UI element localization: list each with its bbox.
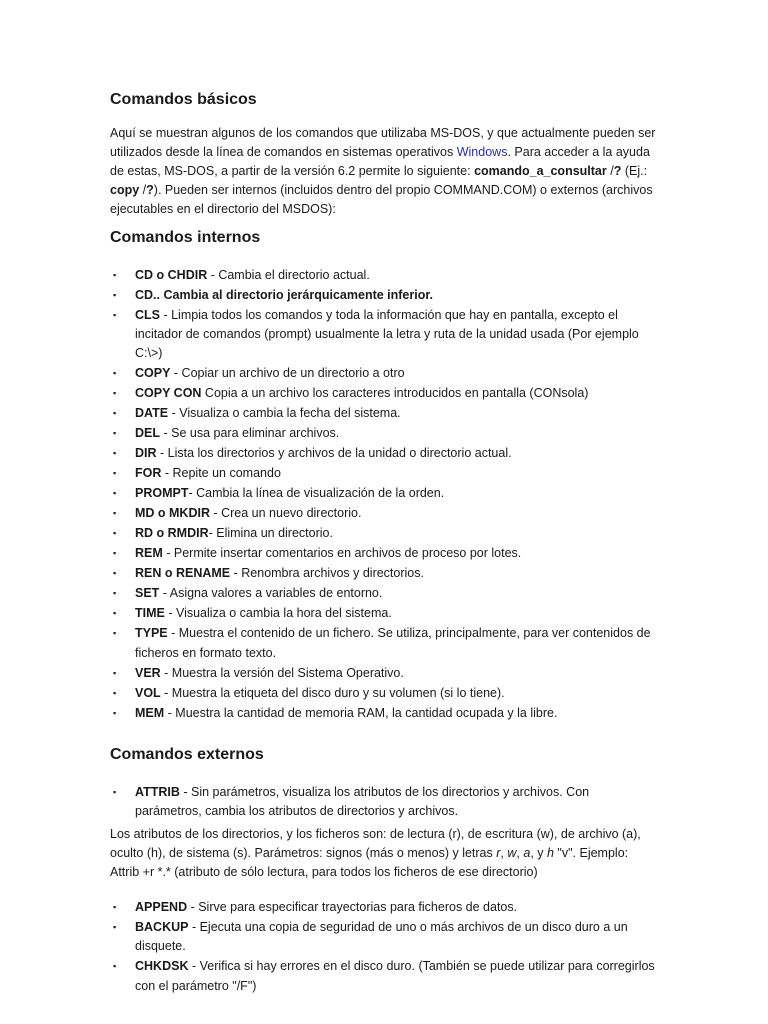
list-item (110, 404, 658, 423)
bullet-icon: ▪ (113, 468, 117, 479)
document-body (110, 90, 658, 997)
command-name: CHKDSK (135, 959, 189, 974)
list-item (110, 564, 658, 583)
command-description: - Cambia el directorio actual. (207, 268, 370, 282)
list-item (110, 384, 658, 403)
bullet-icon: ▪ (113, 608, 117, 619)
intro-bold-copy: copy (110, 183, 140, 197)
bullet-icon: ▪ (113, 568, 117, 579)
command-name: REN o RENAME (135, 566, 231, 581)
intro-text-3: / (606, 164, 614, 178)
command-description: - Lista los directorios y archivos de la unidad o directorio actual. (156, 446, 512, 461)
list-item (110, 604, 658, 623)
command-name: APPEND (135, 900, 188, 915)
command-name: VOL (135, 685, 161, 700)
list-item (110, 704, 658, 723)
bullet-icon: ▪ (113, 388, 117, 399)
bullet-icon: ▪ (113, 488, 117, 499)
command-name: ATTRIB (135, 784, 180, 799)
atributos-text-2: , (500, 846, 508, 861)
list-item (110, 957, 658, 995)
attrib-list (110, 783, 658, 821)
bullet-icon: ▪ (113, 508, 117, 519)
atributos-a: a (523, 846, 531, 861)
command-name: CD o CHDIR (135, 268, 208, 282)
bullet-icon: ▪ (113, 707, 117, 718)
bullet-icon: ▪ (113, 902, 117, 913)
bullet-icon: ▪ (113, 687, 117, 698)
intro-text-6: ). Pueden ser internos (incluidos dentro del propio COMMAND.COM) o externos (archivos ejecutables en el directorio del MSDOS): (110, 183, 653, 216)
bullet-icon: ▪ (113, 448, 117, 459)
command-name: DIR (135, 446, 157, 461)
command-name: CD.. Cambia al directorio jerárquicamente inferior. (135, 288, 434, 302)
list-item (110, 544, 658, 563)
atributos-text-1: Los atributos de los directorios, y los ficheros son: de lectura (r), de escritura (w), de archivo (a), oculto (h), de sistema (s). Parámetros: signos (más o menos) y letras (110, 827, 641, 861)
heading-comandos-externos: Comandos externos (110, 745, 264, 763)
heading-comandos-internos: Comandos internos (110, 229, 261, 246)
intro-paragraph (110, 124, 658, 219)
atributos-paragraph (110, 825, 658, 882)
bullet-icon: ▪ (113, 588, 117, 599)
bullet-icon: ▪ (113, 368, 117, 379)
command-name: TYPE (135, 626, 168, 641)
command-description: Copia a un archivo los caracteres introducidos en pantalla (CONsola) (201, 386, 589, 401)
external-commands-list (110, 898, 658, 996)
command-description: - Asigna valores a variables de entorno. (159, 586, 383, 601)
command-description: - Ejecuta una copia de seguridad de uno o más archivos de un disco duro a un disquete. (135, 920, 628, 954)
command-description: - Muestra el contenido de un fichero. Se utiliza, principalmente, para ver contenidos de ficheros en formato texto. (135, 626, 651, 660)
intro-text-1: Aquí se muestran algunos de los comandos que utilizaba MS-DOS, y que actualmente pueden ser utilizados desde la línea de comandos en sistemas operativos (110, 126, 656, 159)
atributos-h: h (546, 846, 554, 861)
command-name: REM (135, 546, 163, 561)
list-item (110, 424, 658, 443)
command-name: MEM (135, 705, 165, 720)
bullet-icon: ▪ (113, 310, 117, 320)
command-name: SET (135, 586, 160, 601)
command-name: VER (135, 665, 161, 680)
atributos-w: w (507, 846, 517, 861)
intro-text-4: (Ej.: (621, 164, 648, 178)
bullet-icon: ▪ (113, 408, 117, 419)
command-description: - Muestra la cantidad de memoria RAM, la cantidad ocupada y la libre. (164, 705, 558, 720)
internal-commands-list (110, 266, 658, 723)
command-description: - Elimina un directorio. (208, 526, 333, 541)
command-name: PROMPT (135, 486, 189, 501)
command-description: - Muestra la etiqueta del disco duro y su volumen (si lo tiene). (160, 685, 505, 700)
list-item (110, 266, 658, 285)
bullet-icon: ▪ (113, 548, 117, 559)
bullet-icon: ▪ (113, 667, 117, 678)
command-description: - Cambia la línea de visualización de la orden. (188, 486, 445, 501)
command-description: - Permite insertar comentarios en archivos de proceso por lotes. (162, 546, 522, 561)
bullet-icon: ▪ (113, 786, 117, 797)
intro-bold-command: comando_a_consultar (474, 164, 607, 178)
list-item-attrib (110, 783, 658, 821)
list-item (110, 584, 658, 603)
command-description: - Visualiza o cambia la hora del sistema. (164, 606, 392, 621)
intro-bold-q1: ? (613, 164, 622, 178)
list-item (110, 484, 658, 503)
command-name: DATE (135, 406, 169, 421)
command-name: COPY CON (135, 386, 202, 401)
bullet-icon: ▪ (113, 528, 117, 539)
command-name: MD o MKDIR (135, 506, 210, 521)
command-description: - Verifica si hay errores en el disco duro. (También se puede utilizar para corregirlos con el parámetro "/F") (135, 959, 655, 993)
list-item (110, 286, 658, 305)
command-description: - Copiar un archivo de un directorio a otro (170, 366, 405, 381)
list-item (110, 504, 658, 523)
command-name: FOR (135, 466, 162, 481)
heading-comandos-basicos: Comandos básicos (110, 91, 257, 108)
atributos-text-4: , y (530, 846, 547, 861)
command-description: - Repite un comando (161, 466, 281, 481)
command-name: DEL (135, 426, 160, 441)
bullet-icon: ▪ (113, 922, 117, 933)
atributos-r: r (496, 846, 501, 861)
list-item (110, 664, 658, 683)
list-item (110, 444, 658, 463)
command-name: BACKUP (135, 920, 189, 935)
command-description: - Muestra la versión del Sistema Operativo. (160, 665, 404, 680)
intro-bold-q2: ? (146, 183, 154, 197)
command-description: - Sin parámetros, visualiza los atributos de los directorios y archivos. Con parámetros, cambia los atributos de directorios y archivos. (135, 784, 590, 819)
bullet-icon: ▪ (113, 428, 117, 439)
command-description: - Visualiza o cambia la fecha del sistema. (168, 406, 401, 421)
command-description: - Renombra archivos y directorios. (230, 566, 424, 581)
command-name: RD o RMDIR (135, 526, 209, 541)
list-item (110, 464, 658, 483)
windows-link[interactable]: Windows (456, 145, 508, 159)
bullet-icon: ▪ (113, 628, 117, 639)
list-item (110, 898, 658, 917)
list-item (110, 918, 658, 956)
list-item (110, 364, 658, 383)
list-item (110, 524, 658, 543)
bullet-icon: ▪ (113, 290, 117, 300)
command-description: - Limpia todos los comandos y toda la información que hay en pantalla, excepto el incitador de comandos (prompt) usualmente la letra y ruta de la unidad usada (Por ejemplo C:\>) (135, 308, 639, 361)
atributos-text-5: "v". Ejemplo: Attrib +r *.* (atributo de sólo lectura, para todos los ficheros de ese directorio) (110, 846, 629, 880)
list-item (110, 306, 658, 364)
atributos-text-3: , (516, 846, 524, 861)
list-item (110, 684, 658, 703)
intro-text-5: / (139, 183, 147, 197)
intro-text-2: . Para acceder a la ayuda de estas, MS-DOS, a partir de la versión 6.2 permite lo siguiente: (110, 145, 650, 178)
list-item (110, 624, 658, 662)
bullet-icon: ▪ (113, 270, 117, 280)
command-name: CLS (135, 308, 160, 322)
command-description: - Sirve para especificar trayectorias para ficheros de datos. (187, 900, 518, 915)
command-name: COPY (135, 366, 171, 381)
command-description: - Se usa para eliminar archivos. (160, 426, 340, 441)
command-description: - Crea un nuevo directorio. (210, 506, 362, 521)
bullet-icon: ▪ (113, 961, 117, 972)
command-name: TIME (135, 606, 165, 621)
